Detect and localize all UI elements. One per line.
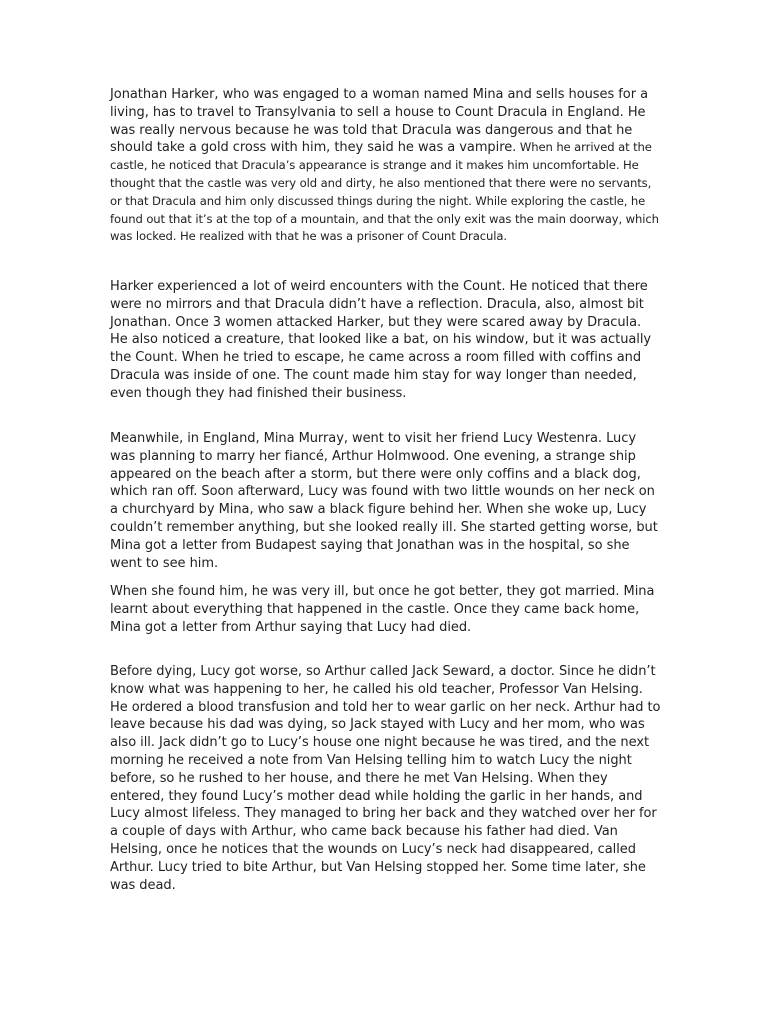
- paragraph-2: Harker experienced a lot of weird encounters with the Count. He noticed that there were no mirrors and that Dracula didn’t have a reflection. Dracula, also, almost bit Jonathan. Once 3 women attacked Harker, but they were scared away by Dracula. He also noticed a creature, that looked like a bat, on his window, but it was actually the Count. When he tried to escape, he came across a room filled with coffins and Dracula was inside of one. The count made him stay for way longer than needed, even though they had finished their business.: [110, 279, 652, 401]
- paragraph-1-run-1: Jonathan Harker, who was engaged to a woman named Mina and sells houses for a living, has to travel to Transylvania to sell a house to Count Dracula in England. He was really nervous because he was told that Dracula was dangerous and that he should take a gold cross with him, they said he was a vampire.: [110, 87, 648, 156]
- paragraph-1-run-2: When he arrived at the castle, he noticed that Dracula’s appearance is strange and it makes him uncomfortable. He thought that the castle was very old and dirty, he also mentioned that there were no servants, or that Dracula and him only discussed things during the night. While exploring the castle, he found out that it’s at the top of a mountain, and that the only exit was the main doorway, which was locked. He realized with that he was a prisoner of Count Dracula.: [110, 140, 659, 244]
- paragraph-3: Meanwhile, in England, Mina Murray, went to visit her friend Lucy Westenra. Lucy was planning to marry her fiancé, Arthur Holmwood. One evening, a strange ship appeared on the beach after a storm, but there were only coffins and a black dog, which ran off. Soon afterward, Lucy was found with two little wounds on her neck on a churchyard by Mina, who saw a black figure behind her. When she woke up, Lucy couldn’t remember anything, but she looked really ill. She started getting worse, but Mina got a letter from Budapest saying that Jonathan was in the hospital, so she went to see him.: [110, 431, 658, 571]
- paragraph-5: Before dying, Lucy got worse, so Arthur called Jack Seward, a doctor. Since he didn’t know what was happening to her, he called his old teacher, Professor Van Helsing. He ordered a blood transfusion and told her to wear garlic on her neck. Arthur had to leave because his dad was dying, so Jack stayed with Lucy and her mom, who was also ill. Jack didn’t go to Lucy’s house one night because he was tired, and the next morning he received a note from Van Helsing telling him to watch Lucy the night before, so he rushed to her house, and there he met Van Helsing. When they entered, they found Lucy’s mother dead while holding the garlic in her hands, and Lucy almost lifeless. They managed to bring her back and they watched over her for a couple of days with Arthur, who came back because his father had died. Van Helsing, once he notices that the wounds on Lucy’s neck had disappeared, called Arthur. Lucy tried to bite Arthur, but Van Helsing stopped her. Some time later, she was dead.: [110, 664, 661, 893]
- paragraph-4: When she found him, he was very ill, but once he got better, they got married. Mina learnt about everything that happened in the castle. Once they came back home, Mina got a letter from Arthur saying that Lucy had died.: [110, 584, 655, 635]
- paragraph-1: [110, 86, 662, 246]
